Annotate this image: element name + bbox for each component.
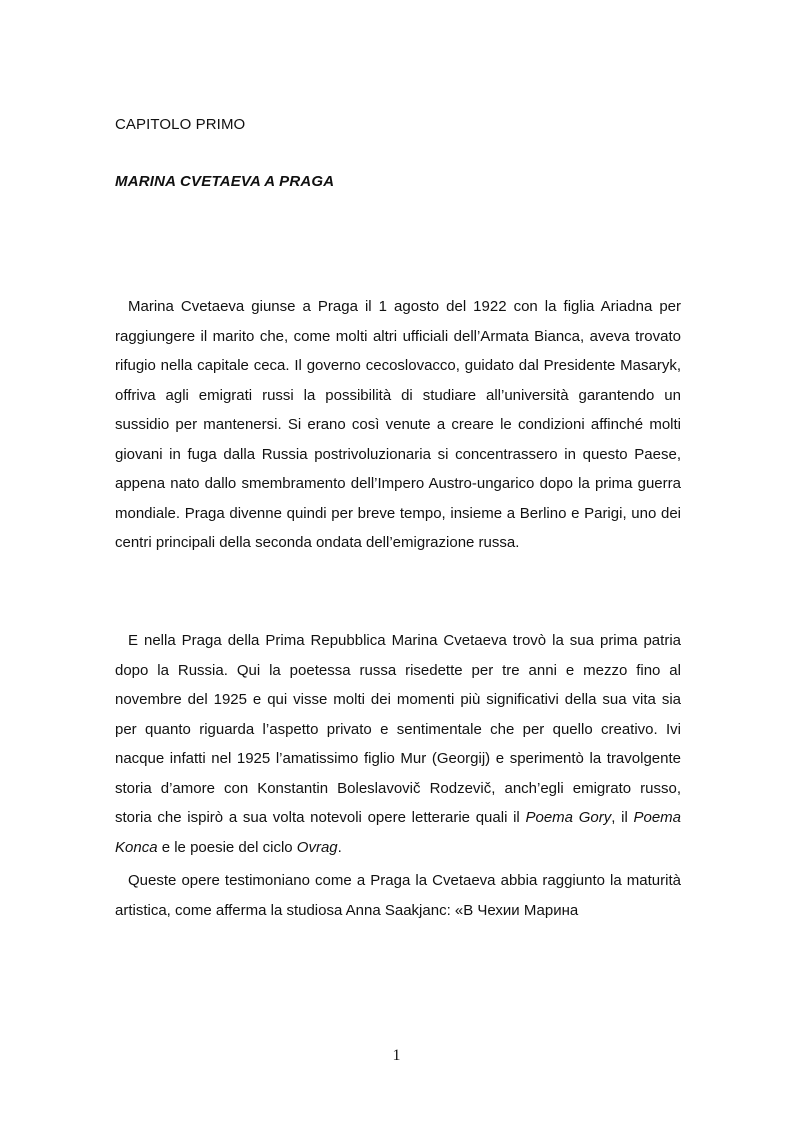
work-title-ovrag: Ovrag [296, 838, 338, 856]
paragraph-1-text: Marina Cvetaeva giunse a Praga il 1 agosto del 1922 con la figlia Ariadna per raggiungere il marito che, come molti altri ufficiali dell’Armata Bianca, aveva trovato rifugio nella capitale ceca. Il governo cecoslovacco, guidato dal Presidente Masaryk, offriva agli emigrati russi la possibilità di studiare all’università garantendo un sussidio per mantenersi. Si erano così venute a creare le condizioni affinché molti giovani in fuga dalla Russia postrivoluzionaria si concentrassero in questo Paese, appena nato dallo smembramento dell’Impero Austro-ungarico dopo la prima guerra mondiale. Praga divenne quindi per breve tempo, insieme a Berlino e Parigi, uno dei centri principali della seconda ondata dell’emigrazione russa. [115, 298, 681, 551]
paragraph-3-text: Queste opere testimoniano come a Praga la Cvetaeva abbia raggiunto la maturità artistica, come afferma la studiosa Anna Saakjanc: «В Чехии Марина [115, 872, 681, 919]
page-number: 1 [392, 1047, 401, 1064]
paragraph-3 [115, 866, 681, 925]
work-title-poema-konca: Poema Konca [115, 809, 682, 856]
chapter-label: CAPITOLO PRIMO [115, 116, 246, 133]
separator-2: e le poesie del ciclo [157, 838, 297, 856]
paragraph-1 [115, 292, 681, 558]
paragraph-2 [115, 626, 681, 862]
work-title-poema-gory: Poema Gory [525, 809, 612, 826]
separator-1: , il [611, 809, 634, 826]
paragraph-2-end: . [337, 838, 342, 856]
chapter-title: MARINA CVETAEVA A PRAGA [115, 173, 335, 190]
paragraph-2-text: E nella Praga della Prima Repubblica Marina Cvetaeva trovò la sua prima patria dopo la Russia. Qui la poetessa russa risedette per tre anni e mezzo fino al novembre del 1925 e qui visse molti dei momenti più significativi della sua vita sia per quanto riguarda l’aspetto privato e sentimentale che per quello creativo. Ivi nacque infatti nel 1925 l’amatissimo figlio Mur (Georgij) e sperimentò la travolgente storia d’amore con Konstantin Boleslavovič Rodzevič, anch’egli emigrato russo, storia che ispirò a sua volta notevoli opere letterarie quali il [115, 632, 681, 826]
